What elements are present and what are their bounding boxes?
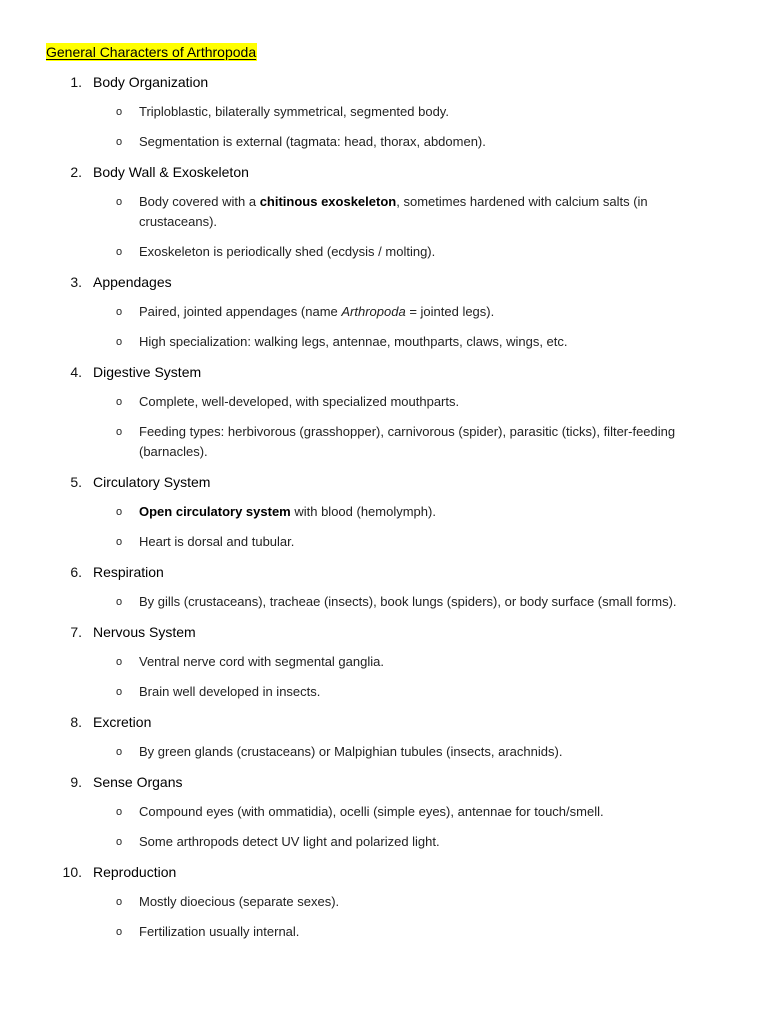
section-title: Respiration (93, 564, 164, 580)
section-sense-organs (0, 772, 768, 852)
bullet-circle-icon: o (116, 686, 123, 698)
list-item (0, 502, 768, 522)
list-item (0, 302, 768, 322)
list-item-text: By gills (crustaceans), tracheae (insects), book lungs (spiders), or body surface (small forms). (139, 594, 677, 609)
list-item-text: High specialization: walking legs, antennae, mouthparts, claws, wings, etc. (139, 334, 568, 349)
list-item (0, 832, 768, 852)
bullet-list (0, 102, 768, 152)
section-body-organization (0, 72, 768, 152)
bullet-circle-icon: o (116, 836, 123, 848)
section-heading (0, 562, 768, 582)
section-number: 3. (70, 274, 82, 290)
section-number: 1. (70, 74, 82, 90)
section-heading (0, 162, 768, 182)
list-item-text: Mostly dioecious (separate sexes). (139, 894, 340, 909)
list-item (0, 192, 768, 232)
section-respiration (0, 562, 768, 612)
sections-list (0, 72, 768, 952)
section-number: 2. (70, 164, 82, 180)
list-item-text: By green glands (crustaceans) or Malpighian tubules (insects, arachnids). (139, 744, 563, 759)
list-item-text (139, 302, 729, 322)
list-item (0, 422, 768, 462)
list-item-text: Brain well developed in insects. (139, 684, 321, 699)
bullet-list (0, 302, 768, 352)
section-heading (0, 712, 768, 732)
bullet-circle-icon: o (116, 806, 123, 818)
bullet-list (0, 802, 768, 852)
section-number: 9. (70, 774, 82, 790)
bullet-circle-icon: o (116, 306, 123, 318)
bold-term: chitinous exoskeleton (259, 194, 397, 209)
bullet-circle-icon: o (116, 596, 123, 608)
list-item-text (139, 192, 729, 232)
bullet-circle-icon: o (116, 396, 123, 408)
section-number: 8. (70, 714, 82, 730)
bullet-list (0, 192, 768, 262)
bullet-circle-icon: o (116, 336, 123, 348)
text-run: , sometimes hardened with calcium salts (in crustaceans). (139, 194, 648, 229)
list-item (0, 682, 768, 702)
bullet-circle-icon: o (116, 656, 123, 668)
section-heading (0, 72, 768, 92)
list-item-text: Some arthropods detect UV light and polarized light. (139, 834, 440, 849)
section-number: 5. (70, 474, 82, 490)
list-item-text: Ventral nerve cord with segmental ganglia. (139, 654, 384, 669)
bullet-list (0, 652, 768, 702)
section-title: Nervous System (93, 624, 196, 640)
section-digestive-system (0, 362, 768, 462)
bullet-circle-icon: o (116, 896, 123, 908)
section-title: Excretion (93, 714, 152, 730)
list-item-text: Exoskeleton is periodically shed (ecdysis / molting). (139, 244, 436, 259)
section-nervous-system (0, 622, 768, 702)
section-heading (0, 472, 768, 492)
list-item-text: Complete, well-developed, with specialized mouthparts. (139, 394, 460, 409)
italic-term: Arthropoda (341, 304, 406, 319)
section-number: 4. (70, 364, 82, 380)
bullet-list (0, 592, 768, 612)
section-body-wall-exoskeleton (0, 162, 768, 262)
document-title: General Characters of Arthropoda (46, 44, 257, 60)
section-heading (0, 772, 768, 792)
section-reproduction (0, 862, 768, 942)
text-run: = jointed legs). (405, 304, 495, 319)
list-item (0, 392, 768, 412)
list-item (0, 532, 768, 552)
list-item-text: Feeding types: herbivorous (grasshopper), carnivorous (spider), parasitic (ticks), filter-feeding (barnacles). (139, 424, 676, 459)
bullet-circle-icon: o (116, 426, 123, 438)
list-item (0, 242, 768, 262)
section-title: Body Wall & Exoskeleton (93, 164, 249, 180)
section-title: Digestive System (93, 364, 202, 380)
list-item-text: Triploblastic, bilaterally symmetrical, segmented body. (139, 104, 449, 119)
bold-term: Open circulatory system (139, 504, 291, 519)
section-heading (0, 622, 768, 642)
list-item-text: Heart is dorsal and tubular. (139, 534, 295, 549)
section-appendages (0, 272, 768, 352)
section-number: 7. (70, 624, 82, 640)
section-heading (0, 862, 768, 882)
text-run: Body covered with a (139, 194, 260, 209)
bullet-circle-icon: o (116, 746, 123, 758)
text-run: Paired, jointed appendages (name (139, 304, 342, 319)
section-number: 10. (62, 864, 82, 880)
bullet-list (0, 502, 768, 552)
list-item (0, 102, 768, 122)
bullet-circle-icon: o (116, 506, 123, 518)
list-item (0, 332, 768, 352)
section-number: 6. (70, 564, 82, 580)
bullet-circle-icon: o (116, 106, 123, 118)
list-item (0, 892, 768, 912)
bullet-circle-icon: o (116, 926, 123, 938)
bullet-circle-icon: o (116, 536, 123, 548)
section-title: Circulatory System (93, 474, 211, 490)
list-item (0, 132, 768, 152)
list-item-text: Segmentation is external (tagmata: head, thorax, abdomen). (139, 134, 486, 149)
bullet-list (0, 742, 768, 762)
bullet-list (0, 892, 768, 942)
list-item-text: Fertilization usually internal. (139, 924, 300, 939)
bullet-circle-icon: o (116, 196, 123, 208)
section-title: Appendages (93, 274, 172, 290)
bullet-list (0, 392, 768, 462)
list-item (0, 592, 768, 612)
section-title: Reproduction (93, 864, 177, 880)
list-item (0, 802, 768, 822)
bullet-circle-icon: o (116, 246, 123, 258)
section-heading (0, 272, 768, 292)
section-title: Sense Organs (93, 774, 183, 790)
list-item (0, 922, 768, 942)
list-item-text: Compound eyes (with ommatidia), ocelli (simple eyes), antennae for touch/smell. (139, 804, 604, 819)
list-item (0, 652, 768, 672)
section-circulatory-system (0, 472, 768, 552)
list-item (0, 742, 768, 762)
section-heading (0, 362, 768, 382)
section-excretion (0, 712, 768, 762)
text-run: with blood (hemolymph). (290, 504, 436, 519)
bullet-circle-icon: o (116, 136, 123, 148)
list-item-text (139, 502, 729, 522)
section-title: Body Organization (93, 74, 209, 90)
